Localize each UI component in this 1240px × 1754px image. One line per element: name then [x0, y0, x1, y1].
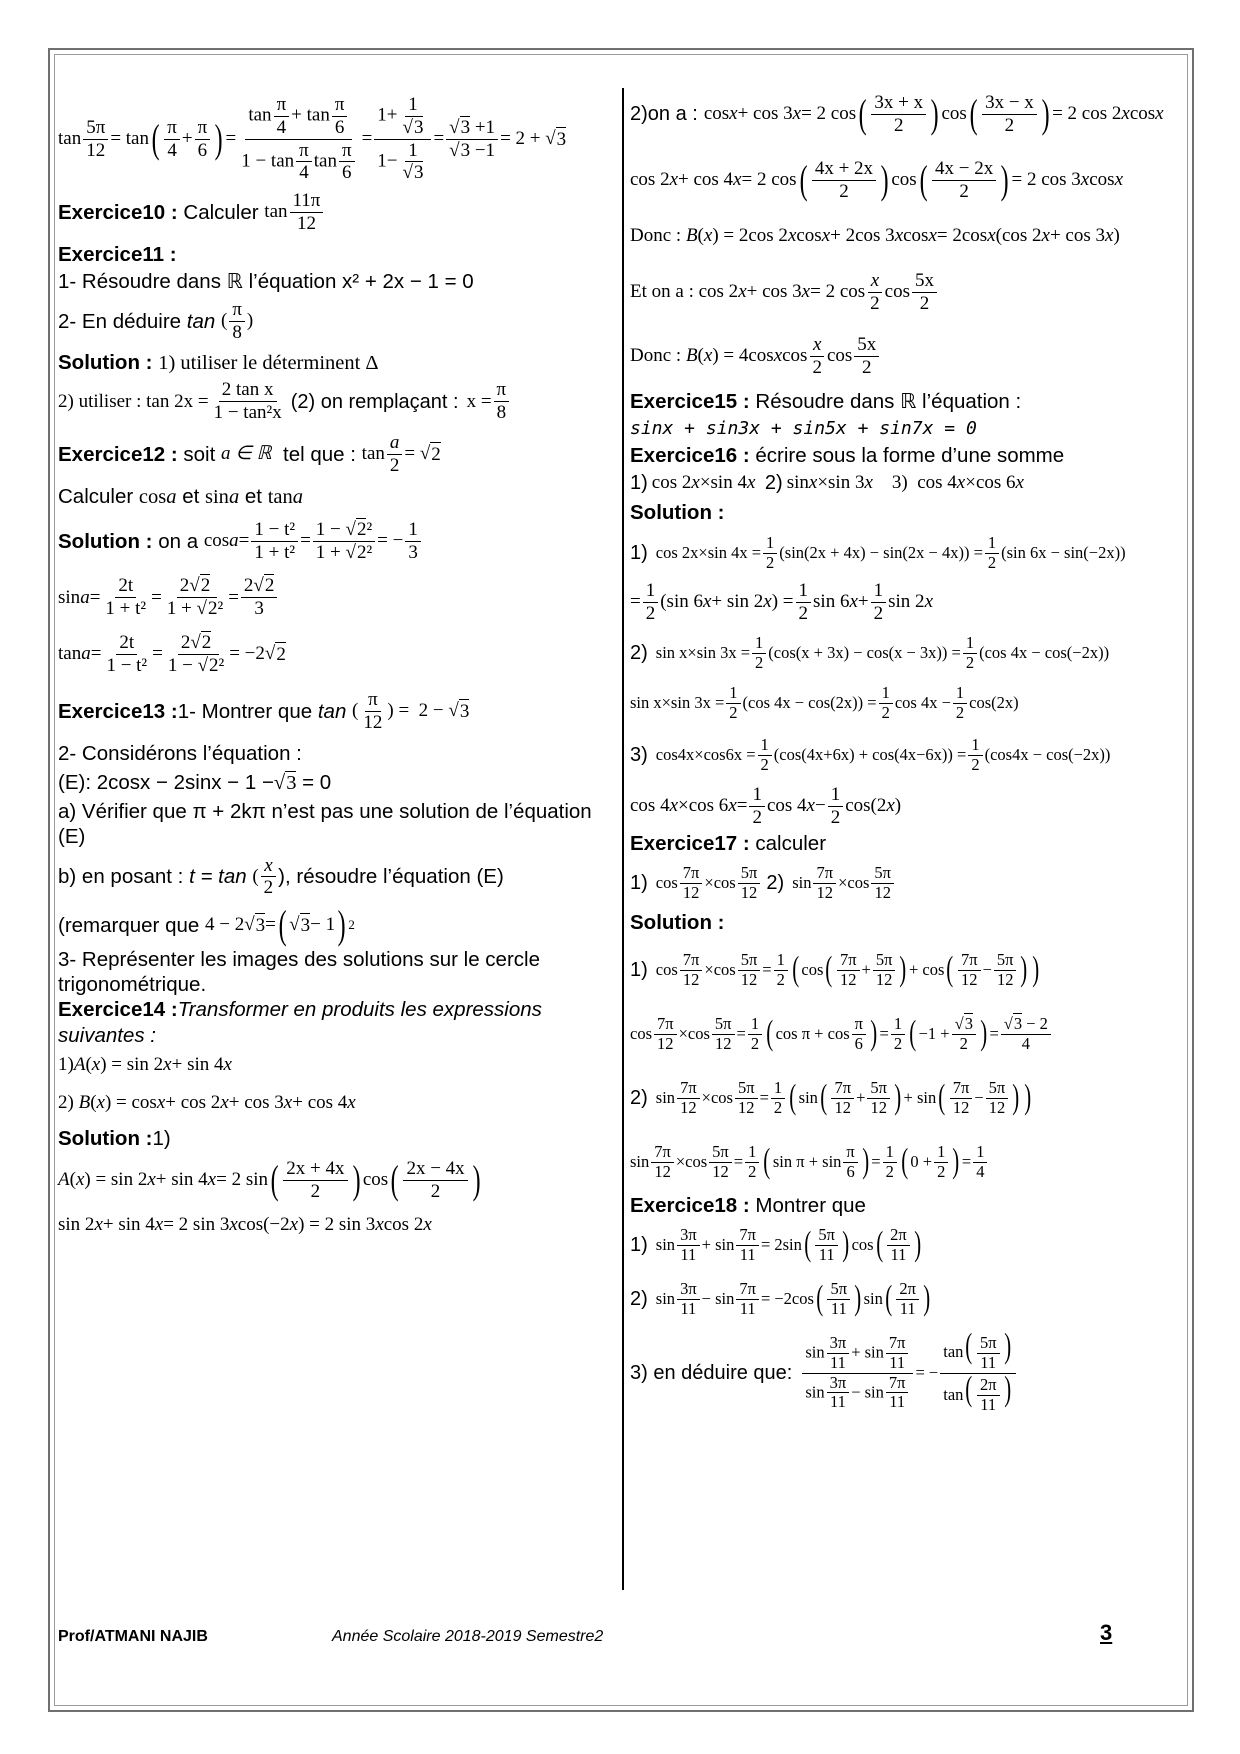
- ex17-sol-2a: 2) sin $\frac{7\pi}{12}$ ×cos $\frac{5\pi}{12}$ = $\frac{1}{2}$ ( sin ( $\frac{7\pi}{12}$ + $\frac{5\pi}{12}$ ) + sin ( $\frac{7\pi}{12}$ − $\frac{5\pi}{12}$ ) ): [630, 1077, 1032, 1117]
- ex15-equation: sinx + sin3x + sin5x + sin7x = 0: [630, 418, 977, 439]
- ex18-item-2: 2) sin $\frac{3\pi}{11}$ − sin $\frac{7\pi}{11}$ = −2cos ( $\frac{5\pi}{11}$ ) sin ( $\frac{2\pi}{11}$ ): [630, 1278, 931, 1318]
- ex17-sol-1b: cos $\frac{7\pi}{12}$ ×cos $\frac{5\pi}{12}$ = $\frac{1}{2}$ ( cos π + cos $\frac{\pi}{6}$ ) = $\frac{1}{2}$ ( −1 + $\frac{√3}{2}$ ) = $\frac{√3 - 2}{4}$: [630, 1006, 1185, 1062]
- ex13-b2: ), résoudre l’équation (E): [278, 865, 504, 889]
- ex14-solution-A: A ( x ) = sin 2 x + sin 4 x = 2 sin ( $\frac{2x + 4x}{2}$ ) cos ( $\frac{2x - 4x}{2}$ ): [58, 1157, 481, 1203]
- ex12-solution-text: on a: [158, 529, 199, 553]
- ex14-donc-1: Donc :: [630, 225, 682, 246]
- ex12-solution-tan: tan a = $\frac{2t}{\text{1 − t²}}$ = $\frac{2√2}{\text{1 − √2²}}$ = −2√ 2: [58, 632, 286, 676]
- ex14-solution: [58, 1125, 614, 1152]
- ex11-q1: 1- Résoudre dans ℝ l’équation x² + 2x − 1 = 0: [58, 269, 474, 293]
- ex16-solution-title: Solution :: [630, 501, 725, 524]
- formula-tan-5pi-12: tan $\frac{5\pi}{12}$ = tan ( $\frac{\pi}{4}$ + $\frac{\pi}{6}$ ) = tan $\frac{\pi}{4}$ + tan $\frac{\pi}{6}$ 1 − tan $\frac{\pi}{4}$ tan $\frac{\pi}{6}$ = 1+ $\frac{1}{√3}$ 1− $\frac{1}{√3}$ = $\frac{√3 +1}{√3 -1}$ = 2 + √ 3: [58, 93, 567, 184]
- ex16-sol-2a: 2) sin x×sin 3x = $\frac{1}{2}$ (cos(x + 3x) − cos(x − 3x)) = $\frac{1}{2}$ (cos 4x − cos(−2x)): [630, 632, 1110, 672]
- ex16-sol-2b: sin x×sin 3x = $\frac{1}{2}$ (cos 4x − cos(2x)) = $\frac{1}{2}$ cos 4x − $\frac{1}{2}$ cos(2x): [630, 682, 1019, 722]
- ex11-q2-text: 2- En déduire: [58, 309, 182, 333]
- ex14-solution-1: 1): [152, 1127, 171, 1151]
- ex14-sol2-line1: 2)on a : cos x + cos 3 x = 2 cos ( $\frac{3x + x}{2}$ ) cos ( $\frac{3x - x}{2}$ ) = 2 cos 2 x cos x: [630, 91, 1164, 137]
- ex13-remark: (remarquer que 4 − 2√ 3 = ( √ 3 − 1 ) 2: [58, 902, 355, 948]
- ex16-title: Exercice16 :: [630, 444, 750, 467]
- column-divider: [622, 88, 624, 1590]
- ex11-solution-title: Solution :: [58, 351, 153, 375]
- ex17-title: Exercice17 :: [630, 832, 750, 855]
- ex13-b1: b) en posant :: [58, 865, 184, 889]
- left-column: [58, 92, 614, 1237]
- ex16: [630, 442, 1185, 469]
- ex12-solution-sin: sin a = $\frac{2t}{\text{1 + t²}}$ = $\frac{2√2}{\text{1 + √2²}}$ = $\frac{2√2}{3}$: [58, 575, 614, 620]
- ex14-A: 1) A ( x ) = sin 2 x + sin 4 x: [58, 1054, 232, 1076]
- ex13-equation: (E): 2cosx − 2sinx − 1 −√3 = 0: [58, 770, 332, 794]
- ex13-title: Exercice13 :: [58, 699, 178, 723]
- ex16-items: 1) cos 2 x ×sin 4 x 2) sin x ×sin 3 x 3) cos 4 x ×cos 6 x: [630, 472, 1024, 494]
- ex14-sol2-line2: cos 2 x + cos 4 x = 2 cos ( $\frac{4x + 2x}{2}$ ) cos ( $\frac{4x - 2x}{2}$ ) = 2 cos 3 x cos x: [630, 157, 1123, 203]
- ex10-title: Exercice10 :: [58, 200, 178, 224]
- ex13-q3: 3- Représenter les images des solutions sur le cercle trigonométrique.: [58, 948, 540, 997]
- ex11-q2: 2- En déduire tan ( $\frac{\pi}{8}$ ): [58, 298, 254, 343]
- ex13-b: b) en posant : t = tan ( $\frac{x}{2}$ ), résoudre l’équation (E): [58, 854, 504, 899]
- ex18-text: Montrer que: [755, 1194, 866, 1217]
- ex14-donc-2: Donc :: [630, 345, 682, 366]
- ex12-text: soit: [183, 442, 216, 466]
- ex17: [630, 830, 1185, 857]
- ex13-q1: Exercice13 : 1- Montrer que tan ( $\frac{\pi}{12}$ ) = 2 − √ 3: [58, 688, 470, 733]
- ex18: [630, 1192, 1185, 1219]
- ex16-text: écrire sous la forme d’une somme: [755, 444, 1065, 467]
- ex14-solution-A2: sin 2 x + sin 4 x = 2 sin 3 x cos(−2 x ) = 2 sin 3 x cos 2 x: [58, 1213, 432, 1235]
- footer-author: Prof/ATMANI NAJIB: [58, 1628, 208, 1645]
- ex11-solution-2a: 2) utiliser :: [58, 390, 142, 412]
- ex17-solution-title: Solution :: [630, 911, 725, 934]
- ex12-solution-title: Solution :: [58, 529, 153, 553]
- ex14-title: Exercice14 :: [58, 998, 178, 1022]
- ex18-q3-text: 3) en déduire que:: [630, 1362, 793, 1384]
- ex12-solution-cos: Solution : on a cos a = $\frac{\text{1 − t²}}{\text{1 + t²}}$ = $\frac{\text{1 − √2²}}{\text{1 + √2²}}$ = − $\frac{1}{3}$: [58, 519, 614, 564]
- ex18-item-3: 3) en déduire que: sin $\frac{3\pi}{11}$ + sin $\frac{7\pi}{11}$ sin $\frac{3\pi}{11}$ − sin $\frac{7\pi}{11}$ = − tan( $\frac{5\pi}{11}$ ) tan( $\frac{2\pi}{11}$ ): [630, 1331, 1185, 1415]
- ex17-text: calculer: [755, 832, 827, 855]
- ex14-sol2-line5: Donc : B ( x ) = 4cos x cos $\frac{x}{2}$ cos $\frac{5x}{2}$: [630, 328, 1185, 384]
- ex14-sol2-line4: Et on a : cos 2 x + cos 3 x = 2 cos $\frac{x}{2}$ cos $\frac{5x}{2}$: [630, 264, 1185, 320]
- ex10-text: Calculer: [183, 200, 259, 224]
- ex15-title: Exercice15 :: [630, 390, 750, 413]
- ex11-solution-2b: (2) on remplaçant :: [290, 390, 459, 413]
- ex16-sol-3b: cos 4 x ×cos 6 x = $\frac{1}{2}$ cos 4 x − $\frac{1}{2}$ cos(2 x ): [630, 783, 902, 828]
- ex11-title: Exercice11 :: [58, 242, 177, 266]
- ex11-solution-1-text: 1) utiliser le déterminent Δ: [158, 352, 379, 375]
- ex14-2on: 2)on a :: [630, 103, 698, 125]
- page-number: 3: [1100, 1620, 1113, 1645]
- ex11-solution-1: [58, 349, 614, 377]
- ex13-a: a) Vérifier que π + 2kπ n’est pas une solution de l’équation (E): [58, 799, 592, 848]
- ex16-sol-3a: 3) cos4x×cos6x = $\frac{1}{2}$ (cos(4x+6x) + cos(4x−6x)) = $\frac{1}{2}$ (cos4x − cos(−2x)): [630, 734, 1111, 774]
- ex12-text2: tel que :: [283, 442, 356, 466]
- ex13-remark-text: (remarquer que: [58, 913, 200, 937]
- ex12: Exercice12 : soit a ∈ ℝ tel que : tan $\frac{a}{2}$ = √ 2: [58, 432, 441, 476]
- ex12-title: Exercice12 :: [58, 442, 178, 466]
- ex12-calc: Calculer cosa et sina et tana: [58, 484, 303, 508]
- ex14-eton: Et on a :: [630, 281, 694, 302]
- ex13-eq-text: (E): 2cosx − 2sinx − 1 −: [58, 770, 274, 794]
- ex18-item-1: 1) sin $\frac{3\pi}{11}$ + sin $\frac{7\pi}{11}$ = 2sin ( $\frac{5\pi}{11}$ ) cos ( $\frac{2\pi}{11}$ ): [630, 1224, 921, 1264]
- ex17-items: 1) cos $\frac{7\pi}{12}$ ×cos $\frac{5\pi}{12}$ 2) sin $\frac{7\pi}{12}$ ×cos $\frac{5\pi}{12}$: [630, 859, 1185, 907]
- ex12-calc-text: Calculer: [58, 484, 134, 508]
- ex14-text: Transformer en produits les expressions suivantes :: [58, 998, 542, 1048]
- ex16-sol-1b: = $\frac{1}{2}$ (sin 6 x + sin 2 x ) = $\frac{1}{2}$ sin 6 x + $\frac{1}{2}$ sin 2 x: [630, 579, 933, 624]
- ex11-solution-2: 2) utiliser : tan 2x = $\frac{\text{2 tan x}}{\text{1 − tan²x}}$ (2) on remplaçant : x = $\frac{\pi}{8}$: [58, 379, 614, 424]
- ex16-sol-1a: 1) cos 2x×sin 4x = $\frac{1}{2}$ (sin(2x + 4x) − sin(2x − 4x)) = $\frac{1}{2}$ (sin 6x − sin(−2x)): [630, 532, 1126, 572]
- ex13-q2: 2- Considérons l’équation :: [58, 741, 302, 765]
- ex14: [58, 997, 614, 1049]
- right-column: [630, 92, 1185, 1415]
- ex12-and-1: et: [182, 484, 200, 508]
- ex14-B: 2) B ( x ) = cos x + cos 2 x + cos 3 x + cos 4 x: [58, 1092, 356, 1114]
- ex13-q1-text: 1- Montrer que: [177, 699, 313, 723]
- ex12-and-2: et: [244, 484, 262, 508]
- ex17-sol-2b: sin $\frac{7\pi}{12}$ ×cos $\frac{5\pi}{12}$ = $\frac{1}{2}$ ( sin π + sin $\frac{\pi}{6}$ ) = $\frac{1}{2}$ ( 0 + $\frac{1}{2}$ ) = $\frac{1}{4}$: [630, 1134, 1185, 1190]
- ex17-sol-1a: 1) cos $\frac{7\pi}{12}$ ×cos $\frac{5\pi}{12}$ = $\frac{1}{2}$ ( cos ( $\frac{7\pi}{12}$ + $\frac{5\pi}{12}$ ) + cos ( $\frac{7\pi}{12}$ − $\frac{5\pi}{12}$ ) ): [630, 949, 1040, 989]
- footer-school-year: Année Scolaire 2018-2019 Semestre2: [332, 1628, 604, 1645]
- ex14-sol2-line3: Donc : B ( x ) = 2cos 2 x cos x + 2cos 3 x cos x = 2cos x (cos 2 x + cos 3 x ): [630, 225, 1120, 246]
- ex10: Exercice10 : Calculer tan $\frac{11\pi}{12}$: [58, 190, 614, 235]
- ex15: [630, 388, 1185, 415]
- ex14-solution-title: Solution :: [58, 1127, 153, 1151]
- ex18-title: Exercice18 :: [630, 1194, 750, 1217]
- ex15-text: Résoudre dans ℝ l’équation :: [755, 390, 1022, 413]
